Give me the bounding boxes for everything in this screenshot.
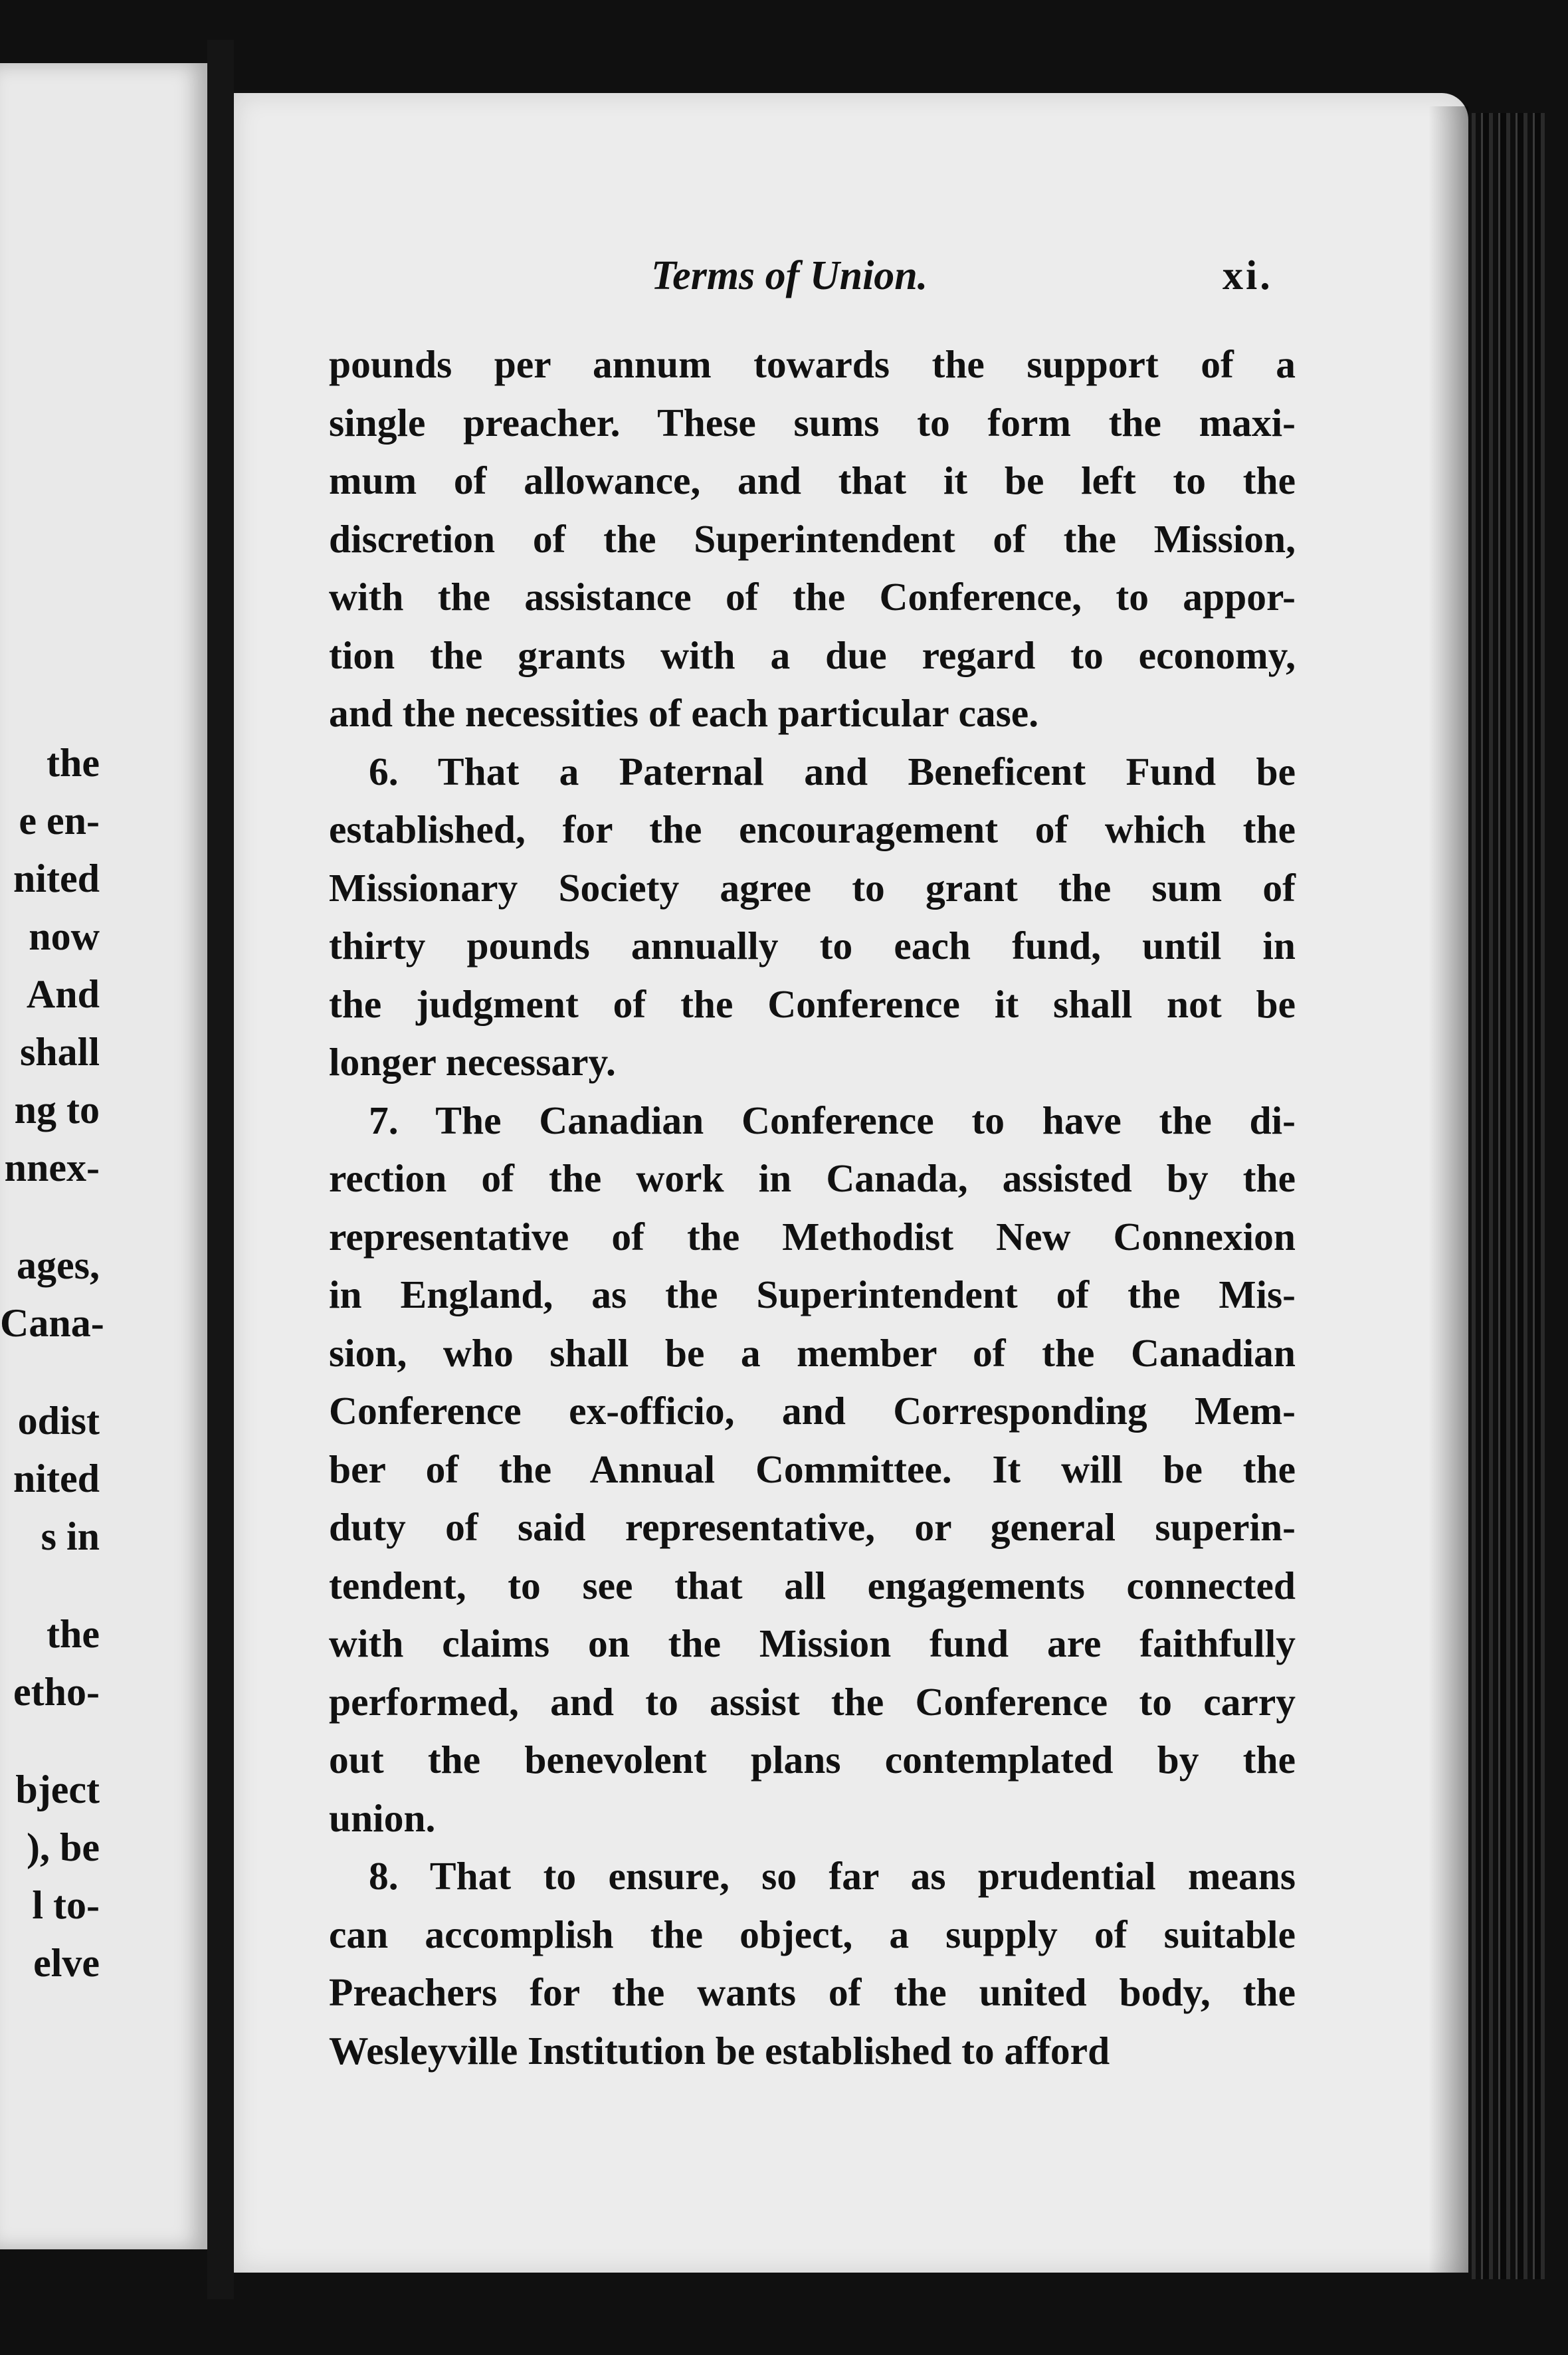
left-page-text-fragments [0, 734, 104, 1992]
left-fragment-line: the [47, 1612, 100, 1656]
text-line: with claims on the Mission fund are faithfully [329, 1621, 1296, 1665]
left-fragment-line [0, 1566, 100, 1605]
left-fragment-line: Cana- [0, 1301, 104, 1345]
text-line: 7. The Canadian Conference to have the di- [369, 1098, 1296, 1142]
left-fragment-line: the [47, 741, 100, 785]
text-line: and the necessities of each particular case. [329, 691, 1039, 735]
text-line: discretion of the Superintendent of the Mission, [329, 516, 1296, 561]
running-title: Terms of Union. [651, 253, 928, 298]
text-line: Wesleyville Institution be established to afford [329, 2028, 1110, 2073]
text-line: established, for the encouragement of which the [329, 807, 1296, 851]
left-fragment-line: e en- [19, 799, 100, 843]
text-line: rection of the work in Canada, assisted by the [329, 1156, 1296, 1200]
paragraph [329, 1092, 1296, 1848]
left-fragment-line: ages, [17, 1243, 100, 1287]
text-line: sion, who shall be a member of the Canadian [329, 1330, 1296, 1375]
text-line: performed, and to assist the Conference to carry [329, 1679, 1296, 1724]
text-line: can accomplish the object, a supply of suitable [329, 1912, 1296, 1956]
book-gutter [207, 40, 234, 2299]
text-line: ber of the Annual Committee. It will be the [329, 1447, 1296, 1491]
text-line: longer necessary. [329, 1040, 616, 1084]
left-fragment-line: s in [41, 1514, 100, 1558]
left-fragment-line: nited [13, 1457, 100, 1500]
text-line: thirty pounds annually to each fund, until in [329, 924, 1296, 968]
left-fragment-line: l to- [32, 1883, 100, 1927]
text-line: 6. That a Paternal and Beneficent Fund be [369, 749, 1296, 793]
paragraph [329, 1847, 1296, 2080]
running-header [651, 253, 1316, 300]
left-fragment-line: And [26, 972, 100, 1016]
text-line: representative of the Methodist New Connexion [329, 1214, 1296, 1259]
text-line: union. [329, 1795, 436, 1840]
text-line: in England, as the Superintendent of the Mis- [329, 1273, 1296, 1316]
text-line: with the assistance of the Conference, to appor- [329, 575, 1296, 619]
page-stack-edge [1472, 113, 1545, 2279]
text-line: duty of said representative, or general superin- [329, 1505, 1296, 1549]
paragraph [329, 743, 1296, 1092]
text-line: 8. That to ensure, so far as prudential means [369, 1854, 1296, 1898]
left-fragment-line: etho- [13, 1670, 100, 1714]
left-fragment-line [0, 1197, 100, 1237]
left-fragment-line: now [29, 914, 100, 958]
text-line: Missionary Society agree to grant the sum of [329, 865, 1296, 910]
body-text [329, 336, 1296, 2080]
text-line: Preachers for the wants of the united body, the [329, 1970, 1296, 2014]
left-fragment-line: ng to [14, 1088, 100, 1132]
text-line: out the benevolent plans contemplated by the [329, 1738, 1296, 1782]
text-line: pounds per annum towards the support of a [329, 342, 1296, 386]
left-fragment-line: nited [13, 857, 100, 900]
page-edge-shadow [1428, 106, 1468, 2273]
left-fragment-line: odist [17, 1399, 100, 1443]
text-line: tion the grants with a due regard to economy, [329, 633, 1296, 677]
text-line: the judgment of the Conference it shall not be [329, 981, 1296, 1026]
left-fragment-line: ), be [27, 1825, 100, 1869]
left-fragment-line: shall [19, 1030, 100, 1074]
text-line: tendent, to see that all engagements connected [329, 1563, 1296, 1607]
left-fragment-line [0, 1352, 100, 1392]
text-line: Conference ex-officio, and Corresponding Mem- [329, 1389, 1296, 1433]
text-line: single preacher. These sums to form the maxi- [329, 400, 1296, 445]
left-fragment-line [0, 1721, 100, 1761]
left-fragment-line: nnex- [4, 1146, 100, 1189]
left-fragment-line: bject [15, 1768, 100, 1811]
page-number: xi. [1223, 253, 1273, 298]
text-line: mum of allowance, and that it be left to the [329, 459, 1296, 502]
paragraph [329, 336, 1296, 743]
left-fragment-line: elve [33, 1941, 100, 1985]
